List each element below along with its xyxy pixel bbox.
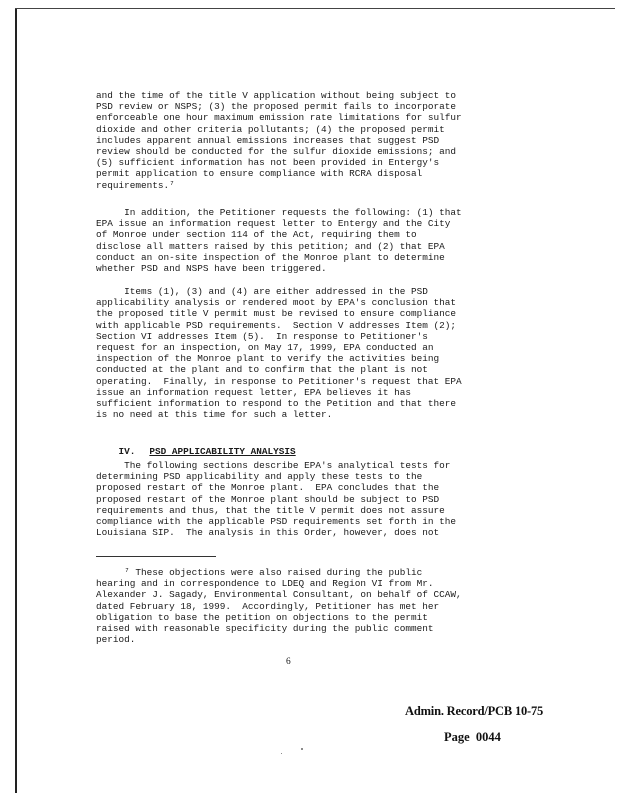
text-line: and the time of the title V application without being subject to xyxy=(96,90,457,101)
text-line: permit application to ensure compliance with RCRA disposal xyxy=(96,168,423,180)
paragraph-4 xyxy=(96,460,516,538)
footnote-line: period. xyxy=(96,634,136,646)
paragraph-1 xyxy=(96,90,516,191)
text-line: EPA issue an information request letter to Entergy and the City xyxy=(96,218,451,230)
footnote-line: raised with reasonable specificity during the public comment xyxy=(96,622,434,634)
scan-edge-top xyxy=(15,8,615,9)
text-line: Louisiana SIP. The analysis in this Order, however, does not xyxy=(96,527,440,539)
page-stamp: Page 0044 xyxy=(444,730,501,744)
text-line: In addition, the Petitioner requests the following: (1) that xyxy=(96,207,462,218)
text-line: sufficient information to respond to the Petition and that there xyxy=(96,397,457,409)
scan-edge-left xyxy=(15,8,17,793)
scan-speck xyxy=(281,753,282,754)
section-title: PSD APPLICABILITY ANALYSIS xyxy=(149,446,296,457)
text-line: review should be conducted for the sulfur dioxide emissions; and xyxy=(96,145,457,157)
footnote-line: Alexander J. Sagady, Environmental Consultant, on behalf of CCAW, xyxy=(96,589,462,601)
text-line: applicability analysis or rendered moot by EPA's conclusion that xyxy=(96,297,457,309)
text-line: (5) sufficient information has not been provided in Entergy's xyxy=(96,157,440,169)
text-line: enforceable one hour maximum emission rate limitations for sulfur xyxy=(96,112,462,124)
scan-speck xyxy=(301,748,303,750)
text-line: with applicable PSD requirements. Section V addresses Item (2); xyxy=(96,319,457,331)
text-line: the proposed title V permit must be revised to ensure compliance xyxy=(96,308,457,320)
section-number: IV. xyxy=(118,446,136,457)
text-line: includes apparent annual emissions increases that suggest PSD xyxy=(96,134,440,146)
text-line: whether PSD and NSPS have been triggered. xyxy=(96,262,327,274)
text-line: dioxide and other criteria pollutants; (4) the proposed permit xyxy=(96,123,445,135)
text-line: request for an inspection, on May 17, 1999, EPA conducted an xyxy=(96,341,434,353)
text-line: PSD review or NSPS; (3) the proposed permit fails to incorporate xyxy=(96,101,457,113)
text-line: requirements.⁷ xyxy=(96,179,175,191)
footnote-line: hearing and in correspondence to LDEQ and Region VI from Mr. xyxy=(96,578,434,590)
footnote-divider xyxy=(96,556,216,557)
text-line: proposed restart of the Monroe plant should be subject to PSD xyxy=(96,493,440,505)
text-line: conduct an on-site inspection of the Monroe plant to determine xyxy=(96,251,445,263)
footnote-line: ⁷ These objections were also raised during the public xyxy=(96,567,423,578)
text-line: proposed restart of the Monroe plant. EPA concludes that the xyxy=(96,482,440,494)
text-line: of Monroe under section 114 of the Act, requiring them to xyxy=(96,229,417,241)
text-line: is no need at this time for such a letter. xyxy=(96,409,333,421)
paragraph-2 xyxy=(96,207,516,274)
text-line: issue an information request letter, EPA believes it has xyxy=(96,386,412,398)
text-line: Items (1), (3) and (4) are either addressed in the PSD xyxy=(96,286,428,297)
admin-record-stamp: Admin. Record/PCB 10-75 xyxy=(405,704,544,718)
page-number: 6 xyxy=(286,657,291,667)
footnote-7 xyxy=(96,567,516,645)
text-line: compliance with the applicable PSD requirements set forth in the xyxy=(96,515,457,527)
footnote-line: obligation to base the petition on objections to the permit xyxy=(96,611,428,623)
text-line: Section VI addresses Item (5). In response to Petitioner's xyxy=(96,330,428,342)
text-line: operating. Finally, in response to Petitioner's request that EPA xyxy=(96,375,462,387)
text-line: The following sections describe EPA's analytical tests for xyxy=(96,460,451,471)
text-line: inspection of the Monroe plant to verify the activities being xyxy=(96,353,440,365)
footnote-line: dated February 18, 1999. Accordingly, Petitioner has met her xyxy=(96,600,440,612)
text-line: determining PSD applicability and apply these tests to the xyxy=(96,471,423,483)
text-line: conducted at the plant and to confirm that the plant is not xyxy=(96,364,428,376)
text-line: requirements and thus, that the title V permit does not assure xyxy=(96,504,445,516)
paragraph-3 xyxy=(96,286,516,420)
text-line: disclose all matters raised by this petition; and (2) that EPA xyxy=(96,240,445,252)
